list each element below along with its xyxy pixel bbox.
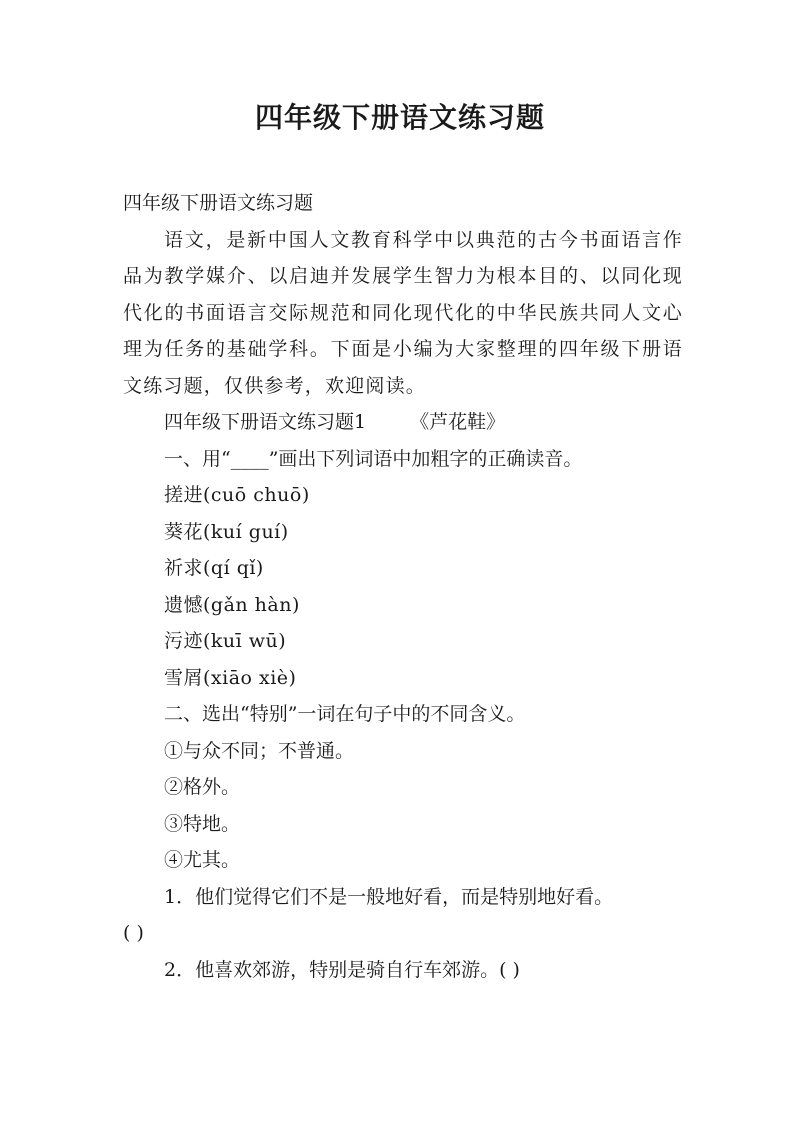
intro-paragraph: 语文，是新中国人文教育科学中以典范的古今书面语言作品为教学媒介、以启迪并发展学生智力为根本目的、以同化现代化的书面语言交际规范和同化现代化的中华民族共同人文心理为任务的基础学科。下面是小编为大家整理的四年级下册语文练习题，仅供参考，欢迎阅读。 [123, 228, 683, 397]
q2-sentence-1: 1．他们觉得它们不是一般地好看，而是特别地好看。 [164, 885, 614, 908]
q2-sentence-1-blank: ( ) [123, 922, 144, 944]
q1-item: 搓进(cuō chuō) [164, 484, 310, 506]
q1-item: 污迹(kuī wū) [164, 630, 287, 652]
q2-option: ①与众不同；不普通。 [164, 739, 355, 762]
question-2-heading: 二、选出“特别”一词在句子中的不同含义。 [164, 703, 526, 725]
q2-sentence-2: 2．他喜欢郊游，特别是骑自行车郊游。( ) [164, 958, 520, 981]
section-subtitle: 四年级下册语文练习题 [123, 192, 314, 214]
q1-item: 遗憾(gǎn hàn) [164, 593, 300, 616]
exercise-title: 四年级下册语文练习题1 [164, 411, 367, 433]
document-title: 四年级下册语文练习题 [254, 101, 545, 134]
exercise-title-line [123, 404, 683, 441]
q2-option: ④尤其。 [164, 849, 241, 871]
q2-option: ②格外。 [164, 776, 241, 798]
exercise-subtitle: 《芦花鞋》 [410, 411, 506, 433]
question-1-heading: 一、用“____”画出下列词语中加粗字的正确读音。 [164, 447, 583, 470]
q2-option: ③特地。 [164, 812, 241, 835]
q1-item: 祈求(qí qǐ) [164, 557, 264, 579]
q1-item: 葵花(kuí guí) [164, 520, 289, 543]
document-body [123, 185, 683, 988]
q1-item: 雪屑(xiāo xiè) [164, 666, 297, 689]
